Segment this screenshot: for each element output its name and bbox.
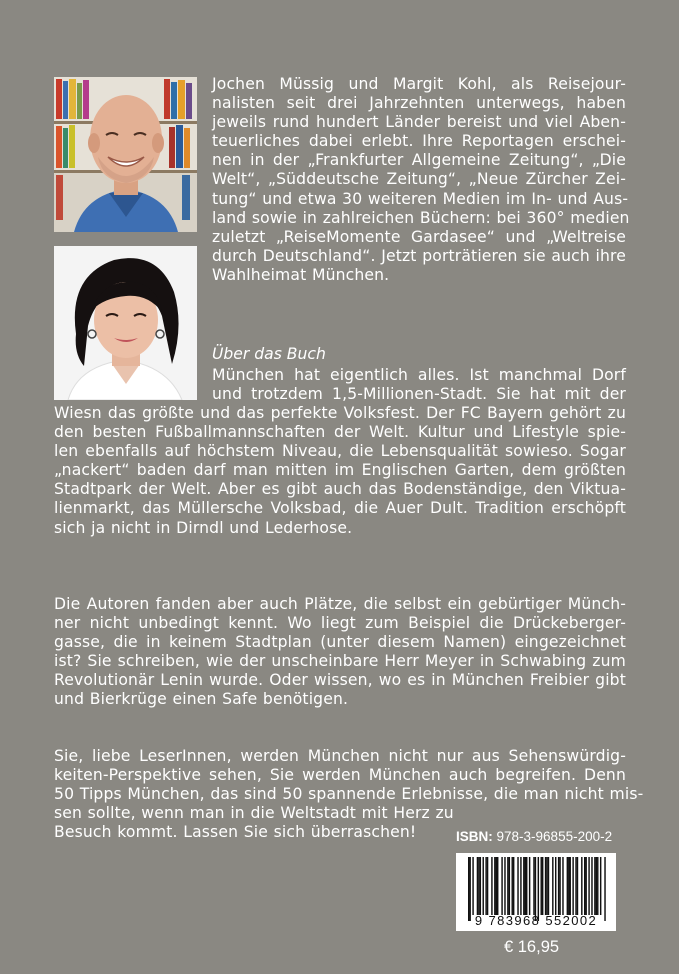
bio-line: nen in der „Frankfurter Allgemeine Zeitung“, „Die xyxy=(212,151,626,170)
barcode-bar xyxy=(588,857,589,915)
about-line: und trotzdem 1,5-Millionen-Stadt. Sie hat mit der xyxy=(212,385,626,404)
paragraph-line: Revolutionär Lenin wurde. Oder wissen, wo es in München Freibier gibt xyxy=(54,671,626,690)
barcode-bar xyxy=(546,857,547,915)
paragraph-line: und Bierkrüge einen Safe benötigen. xyxy=(54,690,349,709)
barcode-bar xyxy=(501,857,502,915)
barcode-bar xyxy=(512,857,513,915)
bio-line: zuletzt „ReiseMomente Gardasee“ und „Weltreise xyxy=(212,227,626,246)
barcode-bar xyxy=(469,857,470,921)
barcode-bar xyxy=(526,857,527,915)
author-bio xyxy=(212,75,630,285)
paragraph-readers-end xyxy=(54,823,444,842)
barcode-bar xyxy=(504,857,505,915)
barcode-bar xyxy=(533,857,534,915)
bio-line: nalisten seit drei Jahrzehnten unterwegs, haben xyxy=(212,94,626,113)
barcode-bar xyxy=(567,857,568,915)
barcode-digits: 9 783968 552002 xyxy=(474,913,598,928)
paragraph-line: keiten-Perspektive sehen, Sie werden München auch begreifen. Denn xyxy=(54,766,626,785)
barcode-bar xyxy=(523,857,524,915)
barcode-bar xyxy=(558,857,559,915)
barcode-bar xyxy=(604,857,605,921)
isbn-number: 978-3-96855-200-2 xyxy=(496,829,613,844)
isbn-label xyxy=(456,829,626,844)
barcode-bar xyxy=(584,857,585,915)
barcode-bar xyxy=(478,857,479,915)
barcode-bar xyxy=(517,857,518,915)
about-line: Wiesn das größte und das perfekte Volksfest. Der FC Bayern gehört zu xyxy=(54,404,626,422)
barcode-bar xyxy=(542,857,543,915)
barcode-bar xyxy=(496,857,497,915)
bio-line: jeweils rund hundert Länder bereist und viel Aben- xyxy=(212,113,626,132)
barcode-bar xyxy=(529,857,530,915)
paragraph-line: 50 Tipps München, das sind 50 spannende Erlebnisse, die man nicht mis- xyxy=(54,785,644,804)
bio-line: teuerliches dabei erlebt. Ihre Reportagen erschei- xyxy=(212,132,626,151)
barcode-bar xyxy=(548,857,549,915)
author-photo-margit xyxy=(54,246,197,400)
about-line: lienmarkt, das Müllersche Volksbad, die Auer Dult. Tradition erschöpft xyxy=(54,499,626,518)
about-heading: Über das Buch xyxy=(212,345,326,363)
barcode-bar xyxy=(507,857,508,915)
barcode-bar xyxy=(575,857,576,915)
paragraph-line: sen sollte, wenn man in die Weltstadt mit Herz zu xyxy=(54,804,454,823)
barcode-bar xyxy=(487,857,488,915)
author-photo-jochen xyxy=(54,77,197,232)
about-line: den besten Fußballmannschaften der Welt. Kultur und Lifestyle spie- xyxy=(54,423,626,442)
barcode-bar xyxy=(494,857,495,915)
barcode-bar xyxy=(597,857,598,915)
about-line: len ebenfalls auf höchstem Niveau, die Lebensqualität sowieso. Sogar xyxy=(54,442,626,461)
barcode-bar xyxy=(600,857,601,915)
barcode-bar xyxy=(577,857,578,915)
barcode-bar xyxy=(468,857,469,921)
bio-line: Jochen Müssig und Margit Kohl, als Reisejour- xyxy=(212,75,626,93)
paragraph-line: ner nicht unbedingt kennt. Wo liegt zum Beispiel die Drückeberger- xyxy=(54,614,626,633)
barcode-bar xyxy=(538,857,539,921)
barcode-bar xyxy=(596,857,597,915)
isbn-prefix: ISBN: xyxy=(456,829,493,844)
barcode-bar xyxy=(545,857,546,915)
barcode-bar xyxy=(491,857,492,915)
barcode-bar xyxy=(572,857,573,915)
barcode-bar xyxy=(555,857,556,915)
barcode-bar xyxy=(581,857,582,915)
about-text-narrow xyxy=(212,366,626,404)
about-text-wide xyxy=(54,404,626,538)
paragraph-line: ist? Sie schreiben, wie der unscheinbare Herr Meyer in Schwabing zum xyxy=(54,652,626,671)
bio-line: tung“ und etwa 30 weiteren Medien im In- und Aus- xyxy=(212,189,629,208)
about-line: Stadtpark der Welt. Aber es gibt auch das Bodenständige, den Viktua- xyxy=(54,480,626,499)
paragraph-readers xyxy=(54,747,644,823)
barcode-bar xyxy=(472,857,473,915)
barcode-bar xyxy=(480,857,481,915)
bio-line: land sowie in zahlreichen Büchern: bei 360° medien xyxy=(212,208,630,227)
barcode-bar xyxy=(559,857,560,915)
barcode-bar xyxy=(591,857,592,915)
price: € 16,95 xyxy=(504,938,560,956)
barcode-bar xyxy=(509,857,510,915)
barcode-bar xyxy=(570,857,571,915)
barcode-bar xyxy=(568,857,569,915)
bio-line: Wahlheimat München. xyxy=(212,265,390,284)
author-photo-margit-image xyxy=(54,246,197,400)
paragraph-line: Sie, liebe LeserInnen, werden München nicht nur aus Sehenswürdig- xyxy=(54,747,626,765)
barcode-bar xyxy=(552,857,553,915)
barcode-bar xyxy=(541,857,542,915)
about-line: München hat eigentlich alles. Ist manchmal Dorf xyxy=(212,366,626,384)
paragraph-line: Die Autoren fanden aber auch Plätze, die selbst ein gebürtiger Münch- xyxy=(54,595,626,613)
barcode-bar xyxy=(485,857,486,915)
barcode-bar xyxy=(594,857,595,915)
barcode-bar xyxy=(483,857,484,915)
barcode-bar xyxy=(535,857,536,921)
barcode-bar xyxy=(477,857,478,915)
paragraph-line: Besuch kommt. Lassen Sie sich überraschen! xyxy=(54,823,417,841)
about-line: sich ja nicht in Dirndl und Lederhose. xyxy=(54,518,353,537)
barcode-bar xyxy=(585,857,586,915)
barcode-bar xyxy=(520,857,521,915)
paragraph-line: gasse, die in keinem Stadtplan (unter diesem Namen) eingezeichnet xyxy=(54,633,626,652)
about-line: „nackert“ baden darf man mitten im Englischen Garten, dem größten xyxy=(54,461,626,480)
author-photo-jochen-image xyxy=(54,77,197,232)
bio-line: durch Deutschland“. Jetzt porträtieren sie auch ihre xyxy=(212,246,626,265)
barcode-bar xyxy=(525,857,526,915)
bio-line: Welt“, „Süddeutsche Zeitung“, „Neue Zürcher Zei- xyxy=(212,170,626,189)
paragraph-authors-places xyxy=(54,595,626,710)
barcode-bar xyxy=(562,857,563,915)
barcode-bar xyxy=(513,857,514,915)
barcode-bar xyxy=(497,857,498,915)
